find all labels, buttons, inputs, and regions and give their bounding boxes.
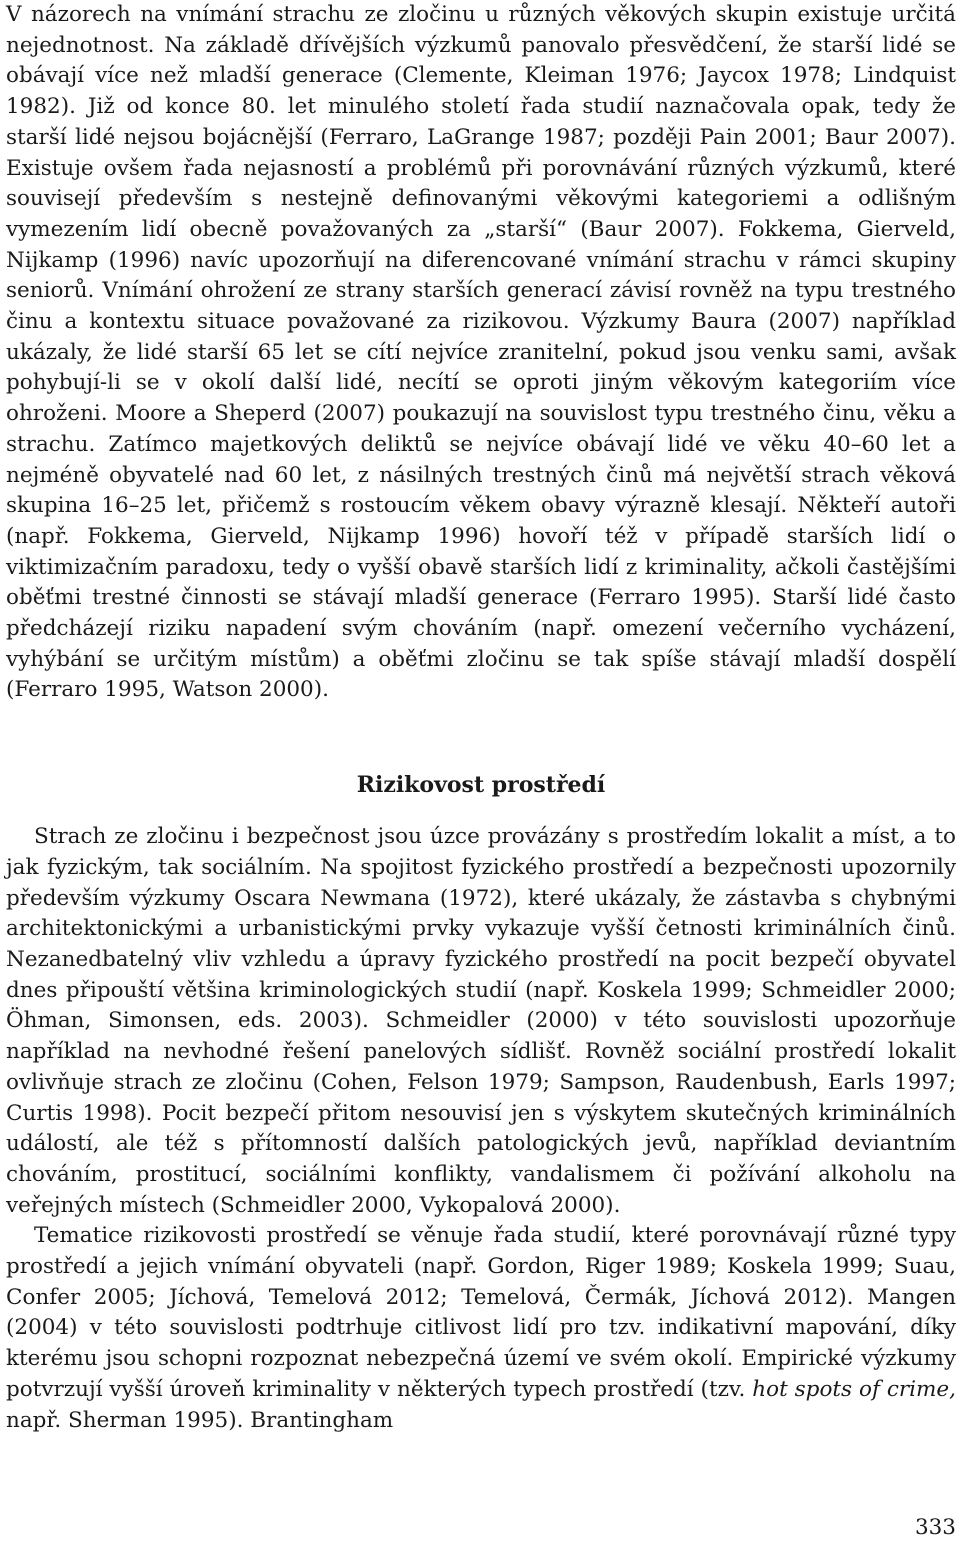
intro-paragraph: V názorech na vnímání strachu ze zločinu u různých věkových skupin existuje určitá nejednotnost. Na základě dřívějších výzkumů panovalo přesvědčení, že starší lidé se obávají více než mladší generace (Clemente, Kleiman 1976; Jaycox 1978; Lindquist 1982). Již od konce 80. let minulého století řada studií naznačovala opak, tedy že starší lidé nejsou bojácnější (Ferraro, LaGrange 1987; později Pain 2001; Baur 2007). Existuje ovšem řada nejasností a problémů při porovnávání různých výzkumů, které souvisejí především s nestejně definovanými věkovými kategoriemi a odlišným vymezením lidí obecně považovaných za „starší“ (Baur 2007). Fokkema, Gierveld, Nijkamp (1996) navíc upozorňují na diferencované vnímání strachu v rámci skupiny seniorů. Vnímání ohrožení ze strany starších generací závisí rovněž na typu trestného činu a kontextu situace považované za rizikovou. Výzkumy Baura (2007) například ukázaly, že lidé starší 65 let se cítí nejvíce zranitelní, pokud jsou venku sami, avšak pohybují-li se v okolí další lidé, necítí se oproti jiným věkovým kategoriím více ohroženi. Moore a Sheperd (2007) poukazují na souvislost typu trestného činu, věku a strachu. Zatímco majetkových deliktů se nejvíce obávají lidé ve věku 40–60 let a nejméně obyvatelé nad 60 let, z násilných trestných činů má největší strach věková skupina 16–25 let, přičemž s rostoucím věkem obavy výrazně klesají. Někteří autoři (např. Fokkema, Gierveld, Nijkamp 1996) hovoří též v případě starších lidí o viktimizačním paradoxu, tedy o vyšší obavě starších lidí z kriminality, ačkoli častějšími oběťmi trestné činnosti se stávají mladší generace (Ferraro 1995). Starší lidé často předcházejí riziku napadení svým chováním (např. omezení večerního vycházení, vyhýbání se určitým místům) a oběťmi zločinu se tak spíše stávají mladší dospělí (Ferraro 1995, Watson 2000). <box>6 2 956 703</box>
document-page <box>6 0 956 1436</box>
italic-term: hot spots of crime, <box>752 1376 956 1402</box>
section-paragraph-1: Strach ze zločinu i bezpečnost jsou úzce provázány s prostředím lokalit a míst, a to jak fyzickým, tak sociálním. Na spojitost fyzického prostředí a bezpečnosti upozornily především výzkumy Oscara Newmana (1972), které ukázaly, že zástavba s chybnými architektonickými a urbanistickými prvky vykazuje vyšší četnosti kriminálních činů. Nezanedbatelný vliv vzhledu a úpravy fyzického prostředí na pocit bezpečí obyvatel dnes připouští většina kriminologických studií (např. Koskela 1999; Schmeidler 2000; Öhman, Simonsen, eds. 2003). Schmeidler (2000) v této souvislosti upozorňuje například na nevhodné řešení panelových sídlišť. Rovněž sociální prostředí lokalit ovlivňuje strach ze zločinu (Cohen, Felson 1979; Sampson, Raudenbush, Earls 1997; Curtis 1998). Pocit bezpečí přitom nesouvisí jen s výskytem skutečných kriminálních událostí, ale též s přítomností dalších patologických jevů, například deviantním chováním, prostitucí, sociálními konflikty, vandalismem či požívání alkoholu na veřejných místech (Schmeidler 2000, Vykopalová 2000). <box>6 824 956 1218</box>
section-paragraph-2-text-b: např. Sherman 1995). Brantingham <box>6 1407 394 1433</box>
page-number: 333 <box>914 1515 956 1540</box>
section-paragraph-2-text-a: Tematice rizikovosti prostředí se věnuje řada studií, které porovnávají různé typy prostředí a jejich vnímání obyvateli (např. Gordon, Riger 1989; Koskela 1999; Suau, Confer 2005; Jíchová, Temelová 2012; Temelová, Čermák, Jíchová 2012). Mangen (2004) v této souvislosti podtrhuje citlivost lidí pro tzv. indikativní mapování, díky kterému jsou schopni rozpoznat nebezpečná území ve svém okolí. Empirické výzkumy potvrzují vyšší úroveň kriminality v některých typech prostředí (tzv. <box>6 1223 956 1402</box>
section-paragraph-2 <box>6 1221 956 1436</box>
section-heading: Rizikovost prostředí <box>356 772 606 799</box>
